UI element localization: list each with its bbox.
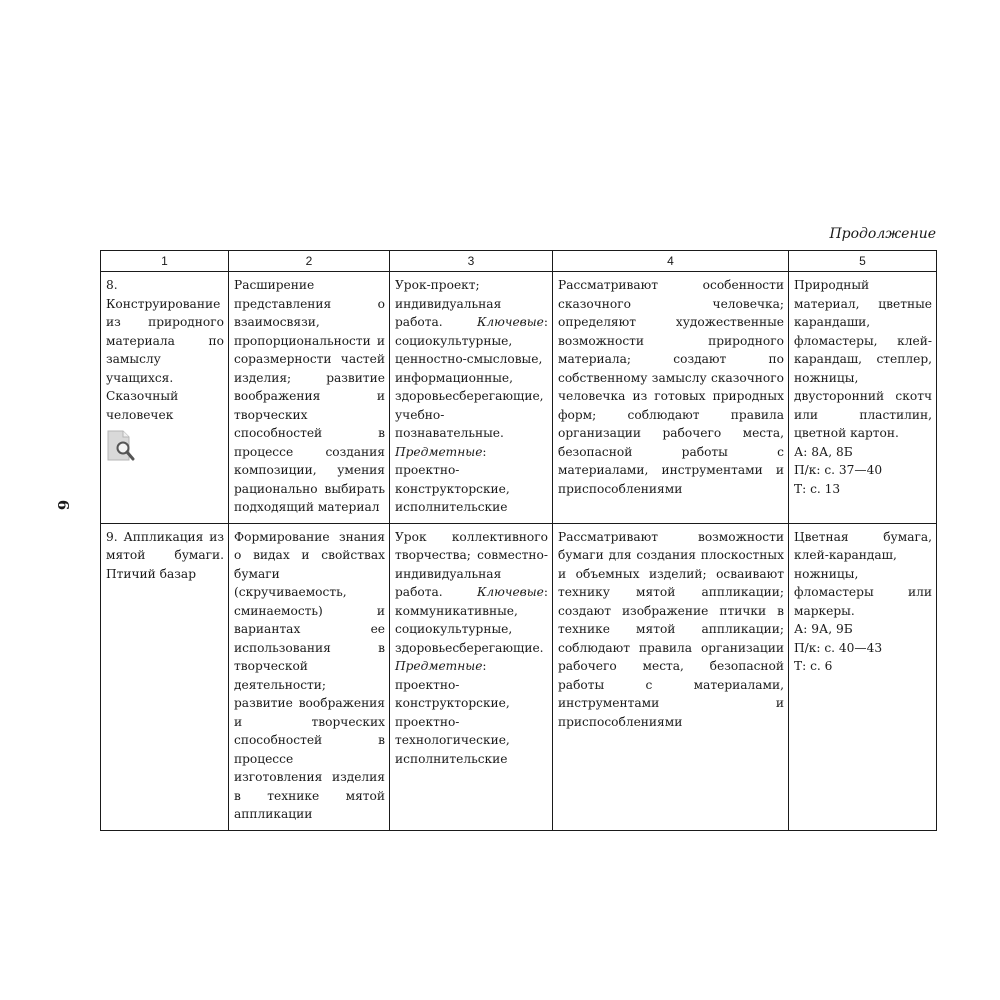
key-competencies-label: Ключевые (476, 585, 544, 599)
topic-cell (101, 272, 229, 524)
key-competencies-text: : коммуникативные, социокультурные, здоровьесберегающие. (395, 585, 548, 655)
lesson-type-cell (390, 272, 553, 524)
materials-cell (789, 272, 937, 524)
subject-competencies-text: : проектно-конструкторские, исполнительские (395, 444, 510, 514)
document-search-icon[interactable] (106, 430, 136, 462)
key-competencies-label: Ключевые (476, 315, 544, 329)
reference-pk: П/к: с. 40—43 (794, 640, 883, 655)
reference-pk: П/к: с. 37—40 (794, 463, 883, 477)
table-row (101, 272, 937, 524)
lesson-type-cell (390, 523, 553, 830)
topic-cell (101, 523, 229, 830)
reference-notebook: Т: с. 6 (794, 659, 833, 673)
reference-album: А: 8А, 8Б (794, 444, 853, 459)
materials-text: Цветная бумага, клей-карандаш, ножницы, фломастеры или маркеры. (794, 529, 932, 618)
reference-notebook: Т: с. 13 (794, 481, 841, 496)
column-header-4: 4 (553, 251, 789, 272)
topic-text: 9. Аппликация из мятой бумаги. Птичий базар (106, 529, 224, 581)
lesson-type-text: Урок коллективного творчества; совместно-индивидуальная работа. (395, 529, 548, 599)
table-row (101, 523, 937, 830)
page-number: 6 (54, 499, 73, 511)
activities-cell: Рассматривают возможности бумаги для создания плоскостных и объемных изделий; осваивают технику мятой аппликации; создают изображение птички в технике мятой аппликации; соблюдают правила организации рабочего места, безопасной работы с материалами, инструментами и приспособлениями (553, 523, 789, 830)
lesson-type-text: Урок-проект; индивидуальная работа. (395, 278, 502, 329)
column-header-5: 5 (789, 251, 937, 272)
lesson-plan-table (100, 250, 937, 831)
continuation-label: Продолжение (829, 226, 936, 242)
column-header-2: 2 (229, 251, 390, 272)
goals-cell: Расширение представления о взаимосвязи, пропорциональности и соразмерности частей изделия; развитие воображения и творческих способностей в процессе создания композиции, умения рационально выбирать подходящий материал (229, 272, 390, 524)
column-header-1: 1 (101, 251, 229, 272)
key-competencies-text: : социокультурные, ценностно-смысловые, информационные, здоровьесберегающие, учебно-познавательные. (395, 315, 548, 440)
subject-competencies-label: Предметные (395, 659, 483, 673)
topic-text: 8. Конструирование из природного материала по замыслу учащихся. Сказочный человечек (106, 278, 224, 422)
subject-competencies-label: Предметные (395, 444, 483, 459)
goals-cell: Формирование знания о видах и свойствах бумаги (скручиваемость, сминаемость) и вариантах ее использования в творческой деятельности; развитие воображения и творческих способностей в процессе изготовления изделия в технике мятой аппликации (229, 523, 390, 830)
activities-cell: Рассматривают особенности сказочного человечка; определяют художественные возможности природного материала; создают по собственному замыслу сказочного человечка из готовых природных форм; соблюдают правила организации рабочего места, безопасной работы с материалами, инструментами и приспособлениями (553, 272, 789, 524)
materials-text: Природный материал, цветные карандаши, фломастеры, клей-карандаш, степлер, ножницы, двусторонний скотч или пластилин, цветной картон. (794, 278, 932, 440)
materials-cell (789, 523, 937, 830)
column-header-3: 3 (390, 251, 553, 272)
reference-album: А: 9А, 9Б (794, 622, 853, 636)
subject-competencies-text: : проектно-конструкторские, проектно-технологические, исполнительские (395, 659, 510, 766)
column-header-row (101, 251, 937, 272)
